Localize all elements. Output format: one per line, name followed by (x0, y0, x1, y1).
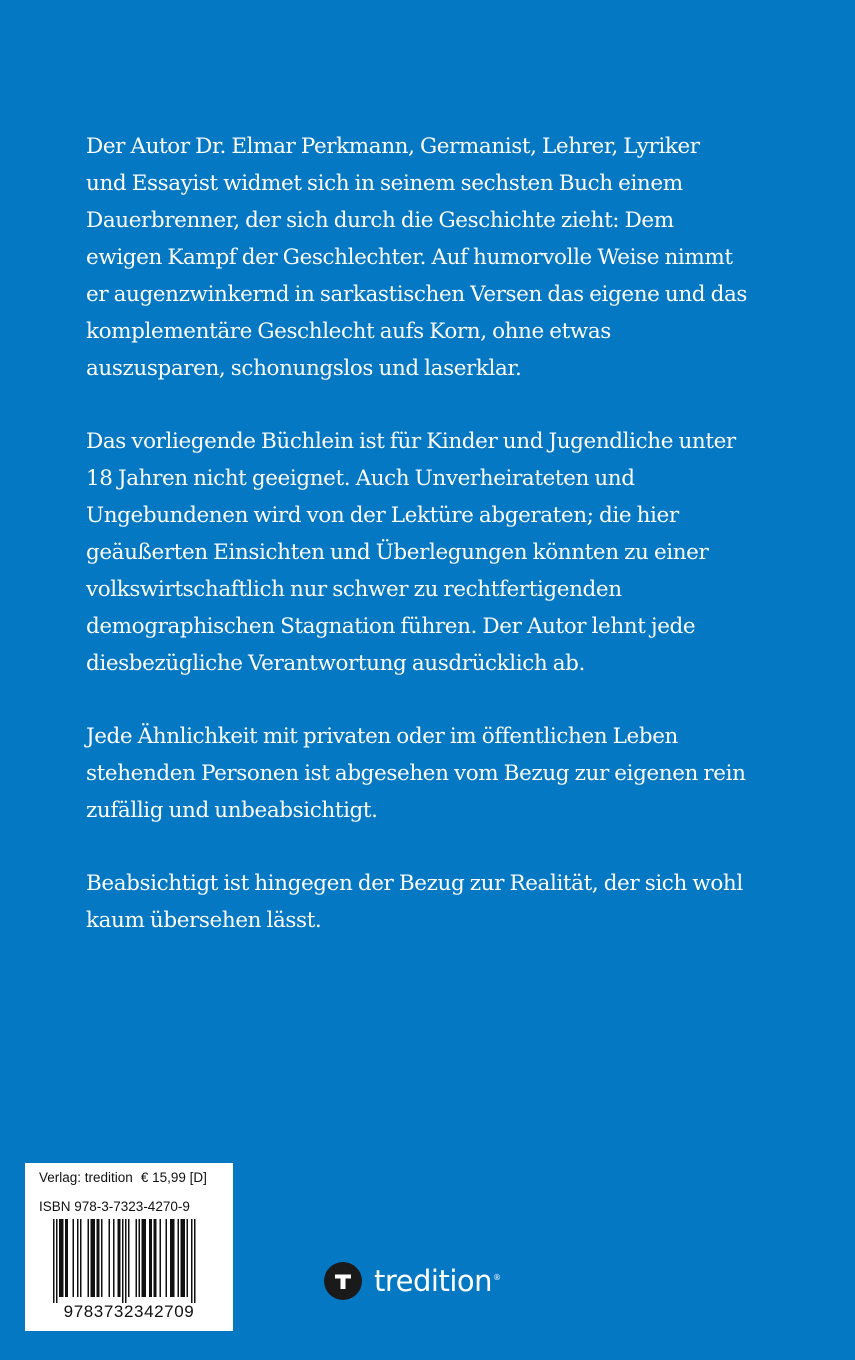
registered-mark: ® (493, 1273, 501, 1283)
barcode-bar (118, 1219, 120, 1297)
blurb-line: komplementäre Geschlecht aufs Korn, ohne etwas (86, 319, 611, 344)
barcode-bar (61, 1219, 63, 1297)
blurb-paragraph-4 (86, 865, 786, 939)
barcode-bar (98, 1219, 100, 1297)
barcode-bar (182, 1219, 184, 1297)
barcode-bar (67, 1219, 69, 1297)
barcode-bar (139, 1219, 141, 1297)
barcode-bar (170, 1219, 172, 1297)
barcode-bar (109, 1219, 111, 1297)
tredition-t-logo-icon (324, 1262, 362, 1300)
blurb-line: stehenden Personen ist abgesehen vom Bezug zur eigenen rein (86, 761, 746, 786)
barcode-bar (173, 1219, 175, 1297)
ean-digits: 9783732342709 (63, 1302, 195, 1321)
blurb-line: Der Autor Dr. Elmar Perkmann, Germanist, Lehrer, Lyriker (86, 134, 700, 159)
barcode-bar (101, 1219, 103, 1297)
blurb-line: geäußerten Einsichten und Überlegungen könnten zu einer (86, 540, 709, 565)
blurb-line: kaum übersehen lässt. (86, 908, 322, 933)
blurb-line: Ungebundenen wird von der Lektüre abgeraten; die hier (86, 503, 679, 528)
barcode-bar (113, 1219, 115, 1297)
barcode-bar (122, 1219, 124, 1303)
barcode-bar (56, 1219, 58, 1303)
barcode-bar (92, 1219, 94, 1297)
blurb-line: zufällig und unbeabsichtigt. (86, 798, 378, 823)
blurb-line: diesbezügliche Verantwortung ausdrücklich ab. (86, 651, 585, 676)
barcode-bar (59, 1219, 61, 1297)
barcode-bar (155, 1219, 157, 1297)
blurb-line: demographischen Stagnation führen. Der Autor lehnt jede (86, 614, 696, 639)
barcode-bar (160, 1219, 162, 1297)
barcode-bar (166, 1219, 168, 1297)
barcode-bar (184, 1219, 186, 1297)
blurb-line: 18 Jahren nicht geeignet. Auch Unverheirateten und (86, 466, 635, 491)
barcode-bar (151, 1219, 153, 1297)
blurb-line: Das vorliegende Büchlein ist für Kinder und Jugendliche unter (86, 429, 736, 454)
barcode-bar (145, 1219, 147, 1297)
barcode-bar (88, 1219, 90, 1297)
publisher-logo (324, 1262, 501, 1300)
publisher-label: Verlag: tredition (39, 1170, 133, 1185)
blurb-paragraph-1 (86, 128, 786, 387)
barcode-bar (128, 1219, 130, 1297)
barcode-bar (142, 1219, 144, 1297)
barcode-bar (80, 1219, 82, 1297)
barcode-bar (119, 1219, 121, 1297)
barcode-bar (149, 1219, 151, 1297)
barcode-bars (53, 1219, 205, 1303)
barcode-bar (178, 1219, 180, 1297)
barcode-bar (65, 1219, 67, 1297)
barcode-bar (154, 1219, 156, 1297)
blurb-paragraph-2 (86, 423, 786, 682)
blurb-line: er augenzwinkernd in sarkastischen Versen das eigene und das (86, 282, 748, 307)
price-label: € 15,99 [D] (140, 1170, 207, 1185)
blurb-line: Jede Ähnlichkeit mit privaten oder im öffentlichen Leben (86, 724, 678, 749)
blurb-line: ewigen Kampf der Geschlechter. Auf humorvolle Weise nimmt (86, 245, 733, 270)
blurb-paragraph-3 (86, 718, 786, 829)
barcode-bar (191, 1219, 193, 1303)
barcode-bar (53, 1219, 55, 1303)
blurb-line: volkswirtschaftlich nur schwer zu rechtfertigenden (86, 577, 622, 602)
blurb-text (86, 128, 786, 975)
barcode-bar (187, 1219, 189, 1297)
barcode-bar (62, 1219, 64, 1297)
isbn-label: ISBN 978-3-7323-4270-9 (39, 1199, 190, 1214)
publisher-name: tredition® (374, 1264, 501, 1298)
barcode-bar (194, 1219, 196, 1303)
blurb-line: Beabsichtigt ist hingegen der Bezug zur Realität, der sich wohl (86, 871, 743, 896)
barcode-bar (143, 1219, 145, 1297)
blurb-line: und Essayist widmet sich in seinem sechsten Buch einem (86, 171, 683, 196)
barcode-bar (91, 1219, 93, 1297)
barcode-bar (97, 1219, 99, 1297)
barcode-bar (125, 1219, 127, 1303)
publisher-price-line (39, 1170, 207, 1185)
barcode-label (25, 1163, 233, 1331)
blurb-line: auszusparen, schonungslos und laserklar. (86, 356, 522, 381)
barcode-bar (77, 1219, 79, 1297)
blurb-line: Dauerbrenner, der sich durch die Geschichte zieht: Dem (86, 208, 674, 233)
barcode-bar (136, 1219, 138, 1297)
barcode-bar (172, 1219, 174, 1297)
barcode-bar (73, 1219, 75, 1297)
barcode-bar (181, 1219, 183, 1297)
barcode-bar (94, 1219, 96, 1297)
